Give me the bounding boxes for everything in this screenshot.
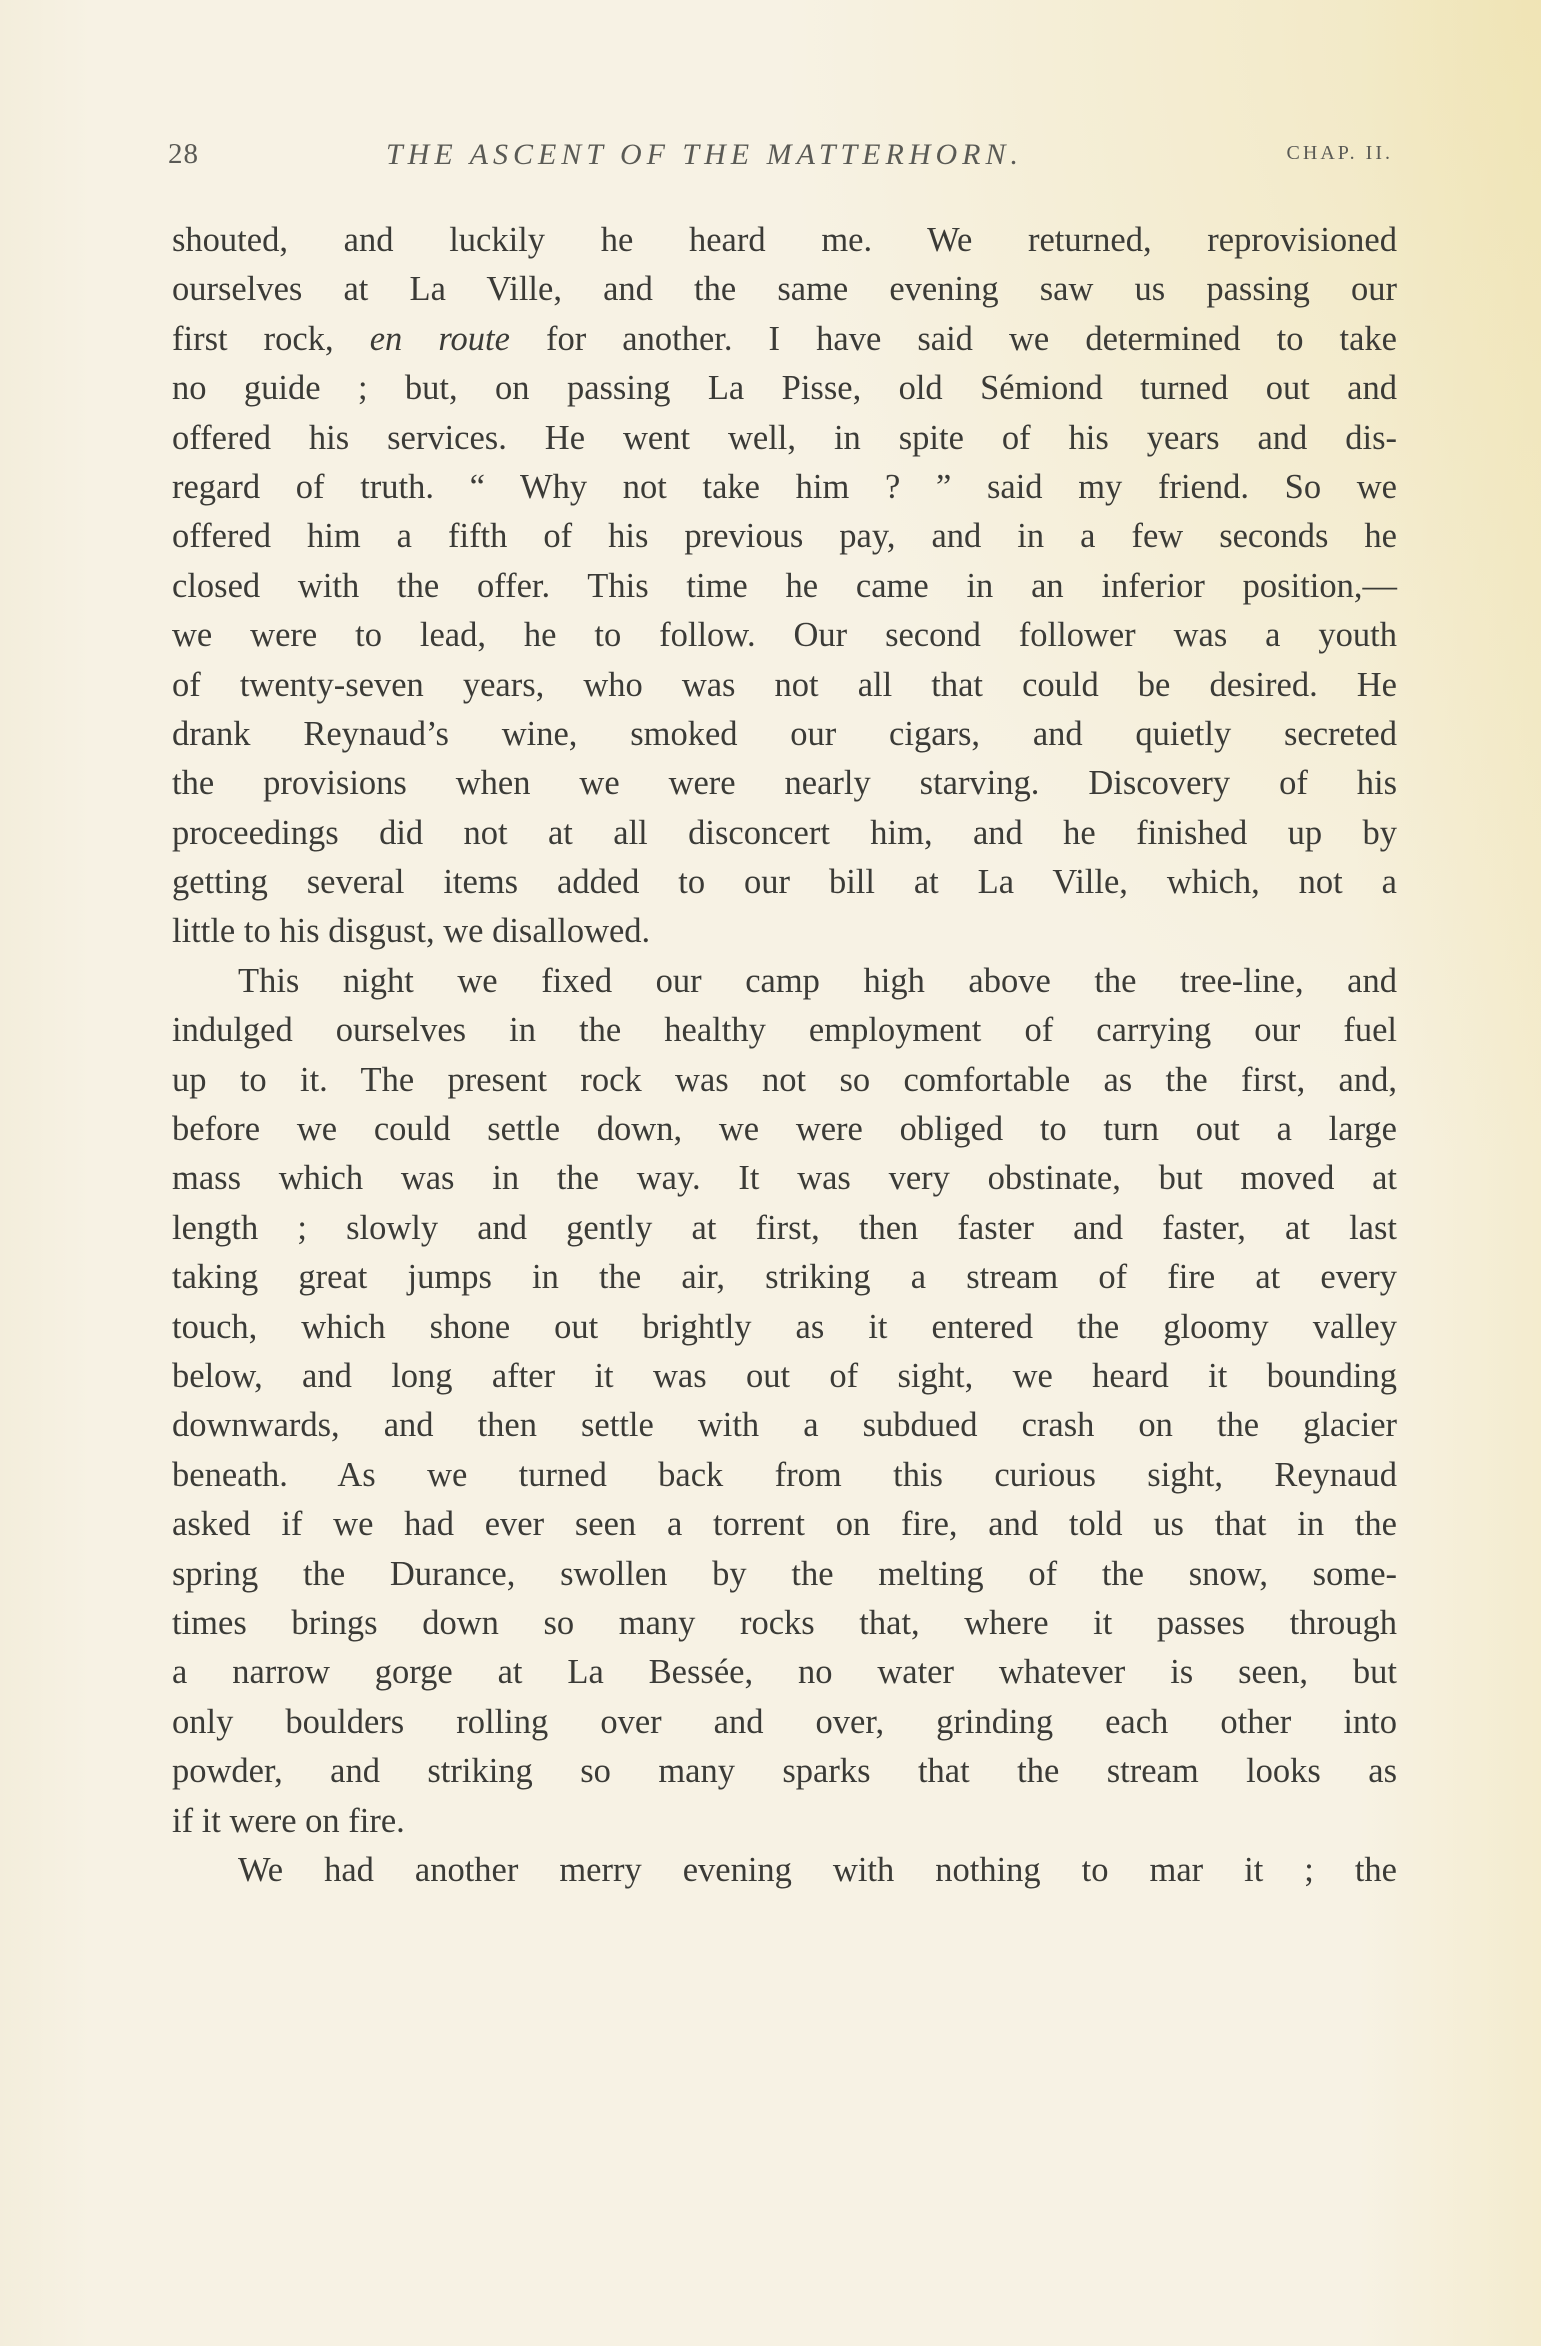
text-line-12: the provisions when we were nearly starving. Discovery of his	[172, 764, 1397, 803]
text-line-3	[172, 315, 1397, 364]
line-3-end: for another. I have said we determined to take	[509, 319, 1397, 358]
text-line-15: little to his disgust, we disallowed.	[172, 912, 651, 951]
text-line-18: up to it. The present rock was not so comfortable as the first, and,	[172, 1060, 1397, 1099]
text-line-13: proceedings did not at all disconcert him, and he finished up by	[172, 813, 1397, 852]
text-line-23: touch, which shone out brightly as it entered the gloomy valley	[172, 1307, 1397, 1346]
text-line-4: no guide ; but, on passing La Pisse, old Sémiond turned out and	[172, 369, 1397, 408]
text-line-14: getting several items added to our bill at La Ville, which, not a	[172, 863, 1397, 902]
running-head	[168, 138, 1393, 178]
text-line-7: offered him a fifth of his previous pay, and in a few seconds he	[172, 517, 1397, 556]
text-line-31: only boulders rolling over and over, grinding each other into	[172, 1702, 1397, 1741]
text-line-21: length ; slowly and gently at first, then faster and faster, at last	[172, 1208, 1397, 1247]
text-line-5: offered his services. He went well, in spite of his years and dis-	[172, 418, 1397, 457]
text-line-11: drank Reynaud’s wine, smoked our cigars, and quietly secreted	[172, 714, 1397, 753]
body-text	[172, 216, 1397, 1895]
running-title: THE ASCENT OF THE MATTERHORN.	[386, 138, 1023, 171]
text-line-2: ourselves at La Ville, and the same evening saw us passing our	[172, 270, 1397, 309]
text-line-9: we were to lead, he to follow. Our second follower was a youth	[172, 616, 1397, 655]
text-line-27: asked if we had ever seen a torrent on fire, and told us that in the	[172, 1505, 1397, 1544]
text-line-32: powder, and striking so many sparks that the stream looks as	[172, 1752, 1397, 1791]
text-line-22: taking great jumps in the air, striking a stream of fire at every	[172, 1258, 1397, 1297]
text-line-1: shouted, and luckily he heard me. We returned, reprovisioned	[172, 221, 1397, 259]
text-line-28: spring the Durance, swollen by the melting of the snow, some-	[172, 1554, 1397, 1593]
text-line-16: This night we fixed our camp high above the tree-line, and	[238, 961, 1397, 1000]
text-line-34: We had another merry evening with nothing to mar it ; the	[238, 1850, 1397, 1889]
text-line-17: indulged ourselves in the healthy employment of carrying our fuel	[172, 1011, 1397, 1050]
text-line-8: closed with the offer. This time he came in an inferior position,—	[172, 566, 1397, 605]
text-line-19: before we could settle down, we were obliged to turn out a large	[172, 1110, 1397, 1149]
text-line-24: below, and long after it was out of sight, we heard it bounding	[172, 1356, 1397, 1395]
line-3-start: first rock,	[172, 319, 370, 358]
chapter-marker: CHAP. II.	[1286, 142, 1393, 164]
text-line-25: downwards, and then settle with a subdued crash on the glacier	[172, 1406, 1397, 1445]
page-number: 28	[168, 138, 199, 170]
italic-phrase: en route	[369, 319, 510, 358]
text-line-33: if it were on fire.	[172, 1801, 405, 1840]
text-line-29: times brings down so many rocks that, where it passes through	[172, 1603, 1397, 1642]
text-line-26: beneath. As we turned back from this curious sight, Reynaud	[172, 1455, 1397, 1494]
text-line-6: regard of truth. “ Why not take him ? ” said my friend. So we	[172, 467, 1397, 506]
text-line-10: of twenty-seven years, who was not all that could be desired. He	[172, 665, 1397, 704]
text-line-20: mass which was in the way. It was very obstinate, but moved at	[172, 1159, 1397, 1198]
text-line-30: a narrow gorge at La Bessée, no water whatever is seen, but	[172, 1653, 1397, 1692]
